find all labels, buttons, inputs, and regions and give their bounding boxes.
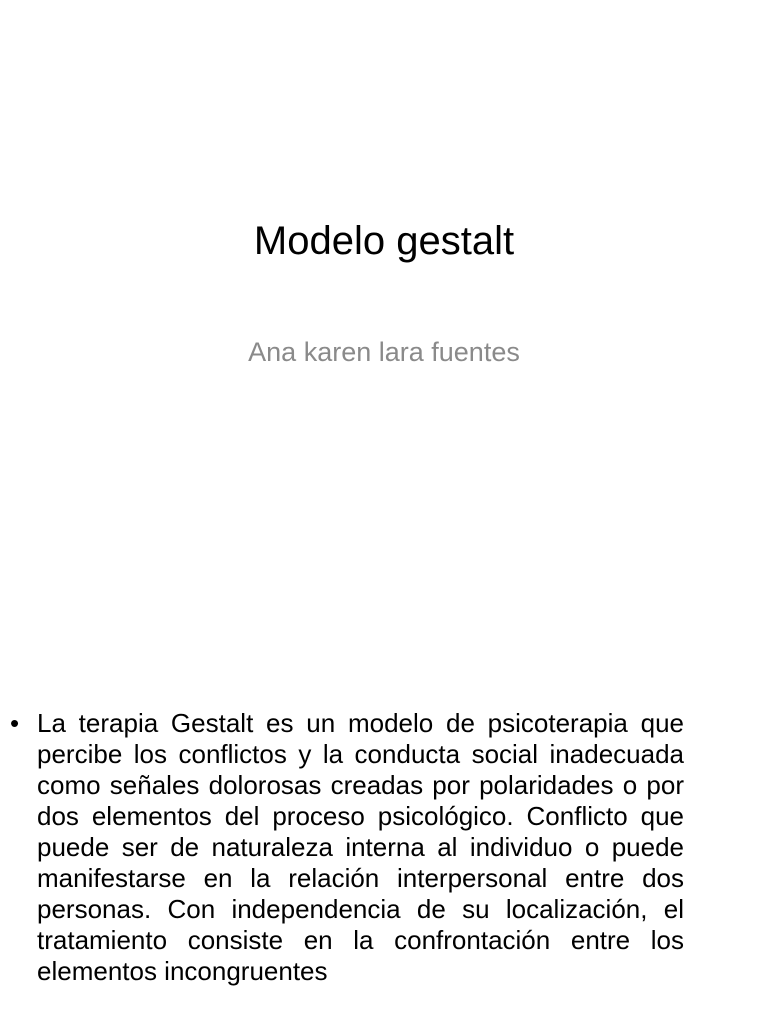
bullet-marker-icon: • bbox=[10, 708, 20, 738]
bullet-text: La terapia Gestalt es un modelo de psicoterapia que percibe los conflictos y la conducta social inadecuada como señales dolorosas creadas por polaridades o por dos elementos del proceso psicológico. Conflicto que puede ser de naturaleza interna al individuo o puede manifestarse en la relación interpersonal entre dos personas. Con independencia de su localización, el tratamiento consiste en la confrontación entre los elementos incongruentes bbox=[37, 708, 684, 986]
slide-subtitle: Ana karen lara fuentes bbox=[248, 337, 520, 367]
content-slide-body bbox=[0, 708, 768, 1024]
slide-title: Modelo gestalt bbox=[253, 219, 515, 263]
